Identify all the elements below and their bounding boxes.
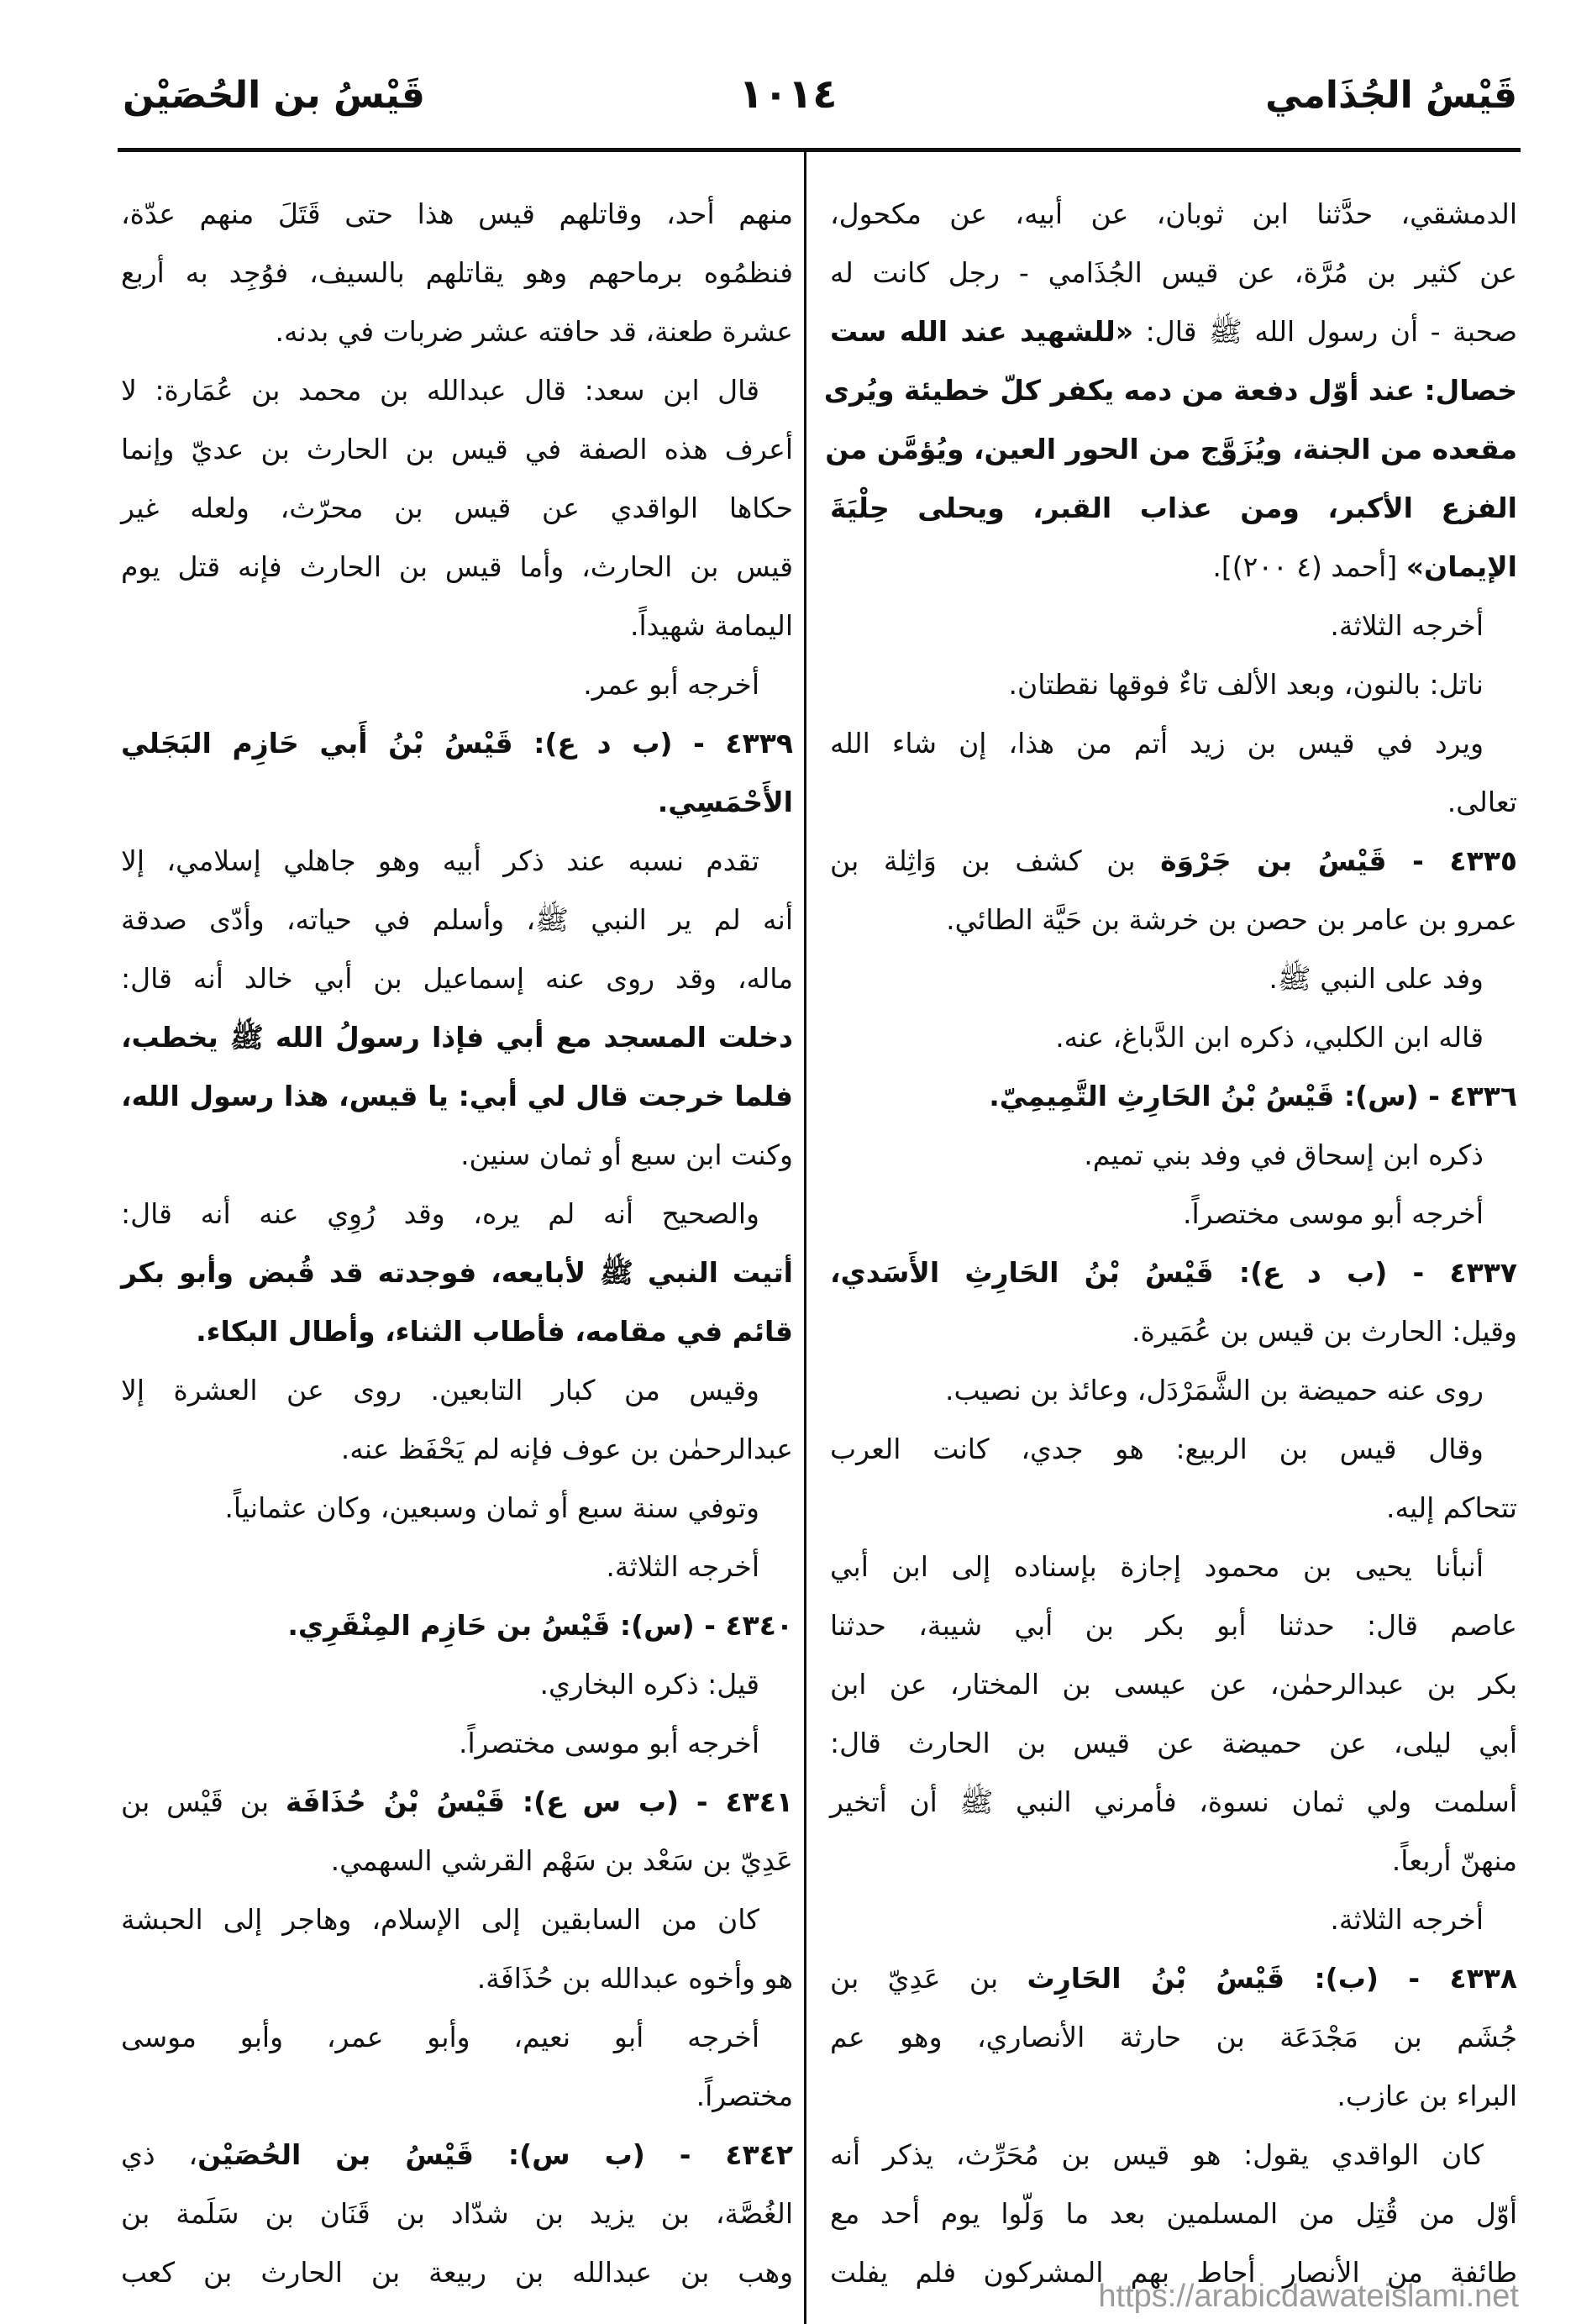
text-segment: صحبة - أن رسول الله ﷺ قال: [1133, 315, 1517, 348]
text-line [121, 1243, 793, 1302]
text-line [121, 655, 793, 714]
text-line [121, 420, 793, 479]
text-line [121, 2126, 793, 2185]
running-head-left: قَيْسُ بن الحُصَيْن [123, 74, 425, 117]
text-line [830, 655, 1517, 714]
text-line [121, 1714, 793, 1773]
text-line [121, 1655, 793, 1714]
text-line [121, 597, 793, 655]
text-line [830, 2008, 1517, 2067]
bold-text: ٤٣٤٠ - (س): قَيْسُ بن حَازِم المِنْقَرِي. [287, 1609, 793, 1642]
text-line [830, 1420, 1517, 1479]
bold-text: ٤٣٣٩ - (ب د ع): قَيْسُ بْنُ أَبي حَازِم البَجَلي [121, 727, 793, 760]
text-segment: وكنت ابن سبع أو ثمان سنين. [460, 1138, 793, 1171]
text-segment: أخرجه الثلاثة. [1330, 1903, 1484, 1936]
text-segment: حكاها الواقدي عن قيس بن محرّث، ولعله غير [121, 492, 793, 524]
text-line [121, 1949, 793, 2008]
text-segment: عاصم قال: حدثنا أبو بكر بن أبي شيبة، حدثنا [830, 1609, 1517, 1642]
text-line [121, 244, 793, 302]
text-line [121, 2067, 793, 2126]
text-line [121, 1596, 793, 1655]
text-line [121, 185, 793, 244]
text-segment: وتوفي سنة سبع أو ثمان وسبعين، وكان عثمانياً. [224, 1491, 759, 1524]
text-line [830, 597, 1517, 655]
running-head-right: قَيْسُ الجُذَامي [1265, 74, 1517, 117]
text-line [830, 2185, 1517, 2243]
text-line [830, 1302, 1517, 1361]
text-line [830, 949, 1517, 1008]
text-segment: الدمشقي، حدَّثنا ابن ثوبان، عن أبيه، عن مكحول، [830, 197, 1517, 230]
text-segment: هو وأخوه عبدالله بن حُذَافَة. [476, 1962, 793, 1995]
text-segment: بكر بن عبدالرحمٰن، عن عيسى بن المختار، عن ابن [830, 1668, 1517, 1701]
text-segment: اليمامة شهيداً. [630, 609, 793, 642]
bold-text: دخلت المسجد مع أبي فإذا رسولُ الله ﷺ يخطب، [121, 1021, 793, 1054]
text-segment: قيل: ذكره البخاري. [539, 1668, 759, 1701]
text-line [121, 479, 793, 538]
text-segment: ناتل: بالنون، وبعد الألف تاءٌ فوقها نقطتان. [1008, 668, 1484, 701]
text-line [121, 302, 793, 361]
bold-text: فلما خرجت قال لي أبي: يا قيس، هذا رسول الله، [121, 1080, 793, 1112]
text-segment: أنه لم ير النبي ﷺ، وأسلم في حياته، وأدّى صدقة [121, 903, 793, 936]
text-line [121, 832, 793, 891]
text-segment: البراء بن عازب. [1337, 2080, 1517, 2112]
text-line [830, 832, 1517, 891]
bold-text: قائم في مقامه، فأطاب الثناء، وأطال البكاء. [196, 1315, 793, 1348]
bold-text: خصال: عند أوّل دفعة من دمه يكفر كلّ خطيئة ويُرى [823, 374, 1517, 407]
text-segment: عن كثير بن مُرَّة، عن قيس الجُذَامي - رجل كانت له [830, 256, 1517, 289]
left-column [121, 185, 793, 2302]
text-segment: قال ابن سعد: قال عبدالله بن محمد بن عُمَارة: لا [121, 374, 759, 407]
text-segment: عَدِيّ بن سَعْد بن سَهْم القرشي السهمي. [330, 1844, 793, 1877]
text-line [830, 2126, 1517, 2185]
text-segment: روى عنه حميضة بن الشَّمَرْدَل، وعائذ بن نصيب. [945, 1374, 1484, 1406]
text-line [830, 1126, 1517, 1185]
text-segment: ويرد في قيس بن زيد أتم من هذا، إن شاء الله [830, 727, 1484, 760]
text-segment: تقدم نسبه عند ذكر أبيه وهو جاهلي إسلامي، إلا [121, 844, 759, 877]
text-line [121, 1185, 793, 1243]
text-segment: وقيل: الحارث بن قيس بن عُمَيرة. [1132, 1315, 1517, 1348]
bold-text: الفزع الأكبر، ومن عذاب القبر، ويحلى حِلْيَةَ [830, 492, 1517, 524]
text-line [121, 1361, 793, 1420]
text-line [121, 1126, 793, 1185]
text-line [121, 773, 793, 832]
column-divider [804, 152, 806, 2324]
text-line [121, 714, 793, 773]
text-line [830, 773, 1517, 832]
text-line [121, 1420, 793, 1479]
text-line [121, 1008, 793, 1067]
text-line [830, 1773, 1517, 1832]
text-line [830, 891, 1517, 949]
text-segment: أنبأنا يحيى بن محمود إجازة بإسناده إلى ابن أبي [830, 1550, 1484, 1583]
text-line [825, 420, 1517, 479]
text-line [830, 1185, 1517, 1243]
bold-text: ٤٣٣٧ - (ب د ع): قَيْسُ بْنُ الحَارِثِ الأَسَدي، [830, 1256, 1517, 1289]
text-line [830, 1655, 1517, 1714]
text-line [121, 2008, 793, 2067]
text-segment: منهنّ أربعاً. [1391, 1844, 1517, 1877]
text-line [121, 949, 793, 1008]
bold-text: ٤٣٤١ - (ب س ع): قَيْسُ بْنُ حُذَافَة [285, 1785, 794, 1818]
text-line [830, 185, 1517, 244]
text-segment: جُشَم بن مَجْدَعَة بن حارثة الأنصاري، وهو عم [830, 2021, 1517, 2053]
text-segment: أعرف هذه الصفة في قيس بن الحارث بن عديّ وإنما [121, 433, 793, 465]
bold-text: ٤٣٣٨ - (ب): قَيْسُ بْنُ الحَارِث [1027, 1962, 1518, 1995]
text-segment: أخرجه أبو موسى مختصراً. [1182, 1197, 1484, 1230]
text-line [830, 1949, 1517, 2008]
text-segment: ذكره ابن إسحاق في وفد بني تميم. [1084, 1138, 1484, 1171]
text-line [830, 244, 1517, 302]
text-segment: ماله، وقد روى عنه إسماعيل بن أبي خالد أنه قال: [121, 962, 793, 995]
text-segment: أبي ليلى، عن حميضة عن قيس بن الحارث قال: [830, 1727, 1517, 1759]
text-segment: كان الواقدي يقول: هو قيس بن مُحَرِّث، يذكر أنه [830, 2138, 1484, 2171]
bold-text: «للشهيد عند الله ست [830, 315, 1134, 348]
bold-text: أتيت النبي ﷺ لأبايعه، فوجدته قد قُبض وأبو بكر [121, 1256, 793, 1289]
text-segment: عبدالرحمٰن بن عوف فإنه لم يَحْفَظ عنه. [340, 1433, 793, 1465]
text-segment: بن قَيْس بن [121, 1785, 286, 1818]
text-line [121, 2243, 793, 2302]
text-segment: أسلمت ولي ثمان نسوة، فأمرني النبي ﷺ أن أتخير [830, 1785, 1517, 1818]
text-segment: عشرة طعنة، قد حافته عشر ضربات في بدنه. [275, 315, 793, 348]
text-segment: منهم أحد، وقاتلهم قيس هذا حتى قَتَلَ منهم عدّة، [121, 197, 793, 230]
text-line [830, 1067, 1517, 1126]
text-segment: قيس بن الحارث، وأما قيس بن الحارث فإنه قتل يوم [121, 550, 793, 583]
bold-text: الأَحْمَسِي. [657, 786, 793, 818]
text-line [121, 1067, 793, 1126]
bold-text: ٤٣٣٦ - (س): قَيْسُ بْنُ الحَارِثِ التَّمِيمِيّ. [989, 1080, 1517, 1112]
text-segment: طائفة من الأنصار أحاط بهم المشركون فلم يفلت [830, 2256, 1517, 2289]
text-segment: تتحاكم إليه. [1385, 1491, 1517, 1524]
text-segment: وهب بن عبدالله بن ربيعة بن الحارث بن كعب [121, 2256, 793, 2289]
text-line [830, 1243, 1517, 1302]
text-segment: بن كشف بن وَاثِلة بن [830, 844, 1161, 877]
text-segment: الغُصَّة، بن يزيد بن شدّاد بن قَنَان بن سَلَمة بن [121, 2197, 793, 2230]
text-segment: وقال قيس بن الربيع: هو جدي، كانت العرب [830, 1433, 1484, 1465]
text-segment: عمرو بن عامر بن حصن بن خرشة بن حَيَّة الطائي. [946, 903, 1517, 936]
bold-text: ٤٣٤٢ - (ب س): قَيْسُ بن الحُصَيْن [197, 2138, 793, 2171]
header-rule [118, 148, 1521, 152]
text-line [121, 2185, 793, 2243]
bold-text: مقعده من الجنة، ويُزَوَّج من الحور العين، ويُؤمَّن من [825, 433, 1517, 465]
text-segment: أخرجه الثلاثة. [1330, 609, 1484, 642]
text-segment: أخرجه أبو عمر. [583, 668, 759, 701]
text-line [830, 1361, 1517, 1420]
text-line [121, 361, 793, 420]
text-line [121, 1302, 793, 1361]
text-segment: أخرجه الثلاثة. [606, 1550, 759, 1583]
text-line [121, 891, 793, 949]
text-line [830, 538, 1517, 597]
text-line [121, 1832, 793, 1890]
text-line [830, 1832, 1517, 1890]
text-segment: وقيس من كبار التابعين. روى عن العشرة إلا [121, 1374, 759, 1406]
text-segment: والصحيح أنه لم يره، وقد رُوِي عنه أنه قال: [121, 1197, 759, 1230]
text-line [830, 302, 1517, 361]
text-line [830, 714, 1517, 773]
text-line [830, 1890, 1517, 1949]
text-line [121, 1538, 793, 1596]
text-line [830, 1538, 1517, 1596]
text-segment: تعالى. [1447, 786, 1517, 818]
text-line [121, 538, 793, 597]
page-number: ١٠١٤ [738, 71, 838, 118]
text-segment: فنظمُوه برماحهم وهو يقاتلهم بالسيف، فوُجِد به أربع [121, 256, 793, 289]
text-segment: أخرجه أبو نعيم، وأبو عمر، وأبو موسى [121, 2021, 759, 2053]
bold-text: ٤٣٣٥ - قَيْسُ بن جَرْوَة [1160, 844, 1517, 877]
text-segment: [أحمد (٤ ٢٠٠)]. [1212, 550, 1406, 583]
text-line [830, 479, 1517, 538]
text-segment: أخرجه أبو موسى مختصراً. [458, 1727, 759, 1759]
text-segment: أوّل من قُتِل من المسلمين بعد ما وَلّوا يوم أحد مع [830, 2197, 1517, 2230]
text-segment: كان من السابقين إلى الإسلام، وهاجر إلى الحبشة [121, 1903, 759, 1936]
text-segment: ، ذي [121, 2138, 198, 2171]
text-segment: مختصراً. [696, 2080, 793, 2112]
text-line [830, 1596, 1517, 1655]
text-line [830, 1714, 1517, 1773]
text-segment: قاله ابن الكلبي، ذكره ابن الدَّباغ، عنه. [1055, 1021, 1484, 1054]
text-segment: وفد على النبي ﷺ. [1269, 962, 1484, 995]
text-line [830, 1008, 1517, 1067]
text-line [830, 2067, 1517, 2126]
text-line [121, 1479, 793, 1538]
text-line [121, 1890, 793, 1949]
right-column [823, 185, 1518, 2302]
text-line [121, 1773, 793, 1832]
bold-text: الإيمان» [1405, 550, 1517, 583]
text-segment: بن عَدِيّ بن [830, 1962, 1027, 1995]
text-line [823, 361, 1517, 420]
text-line [830, 1479, 1517, 1538]
watermark-url: https://arabicdawateislami.net [1098, 2279, 1519, 2314]
